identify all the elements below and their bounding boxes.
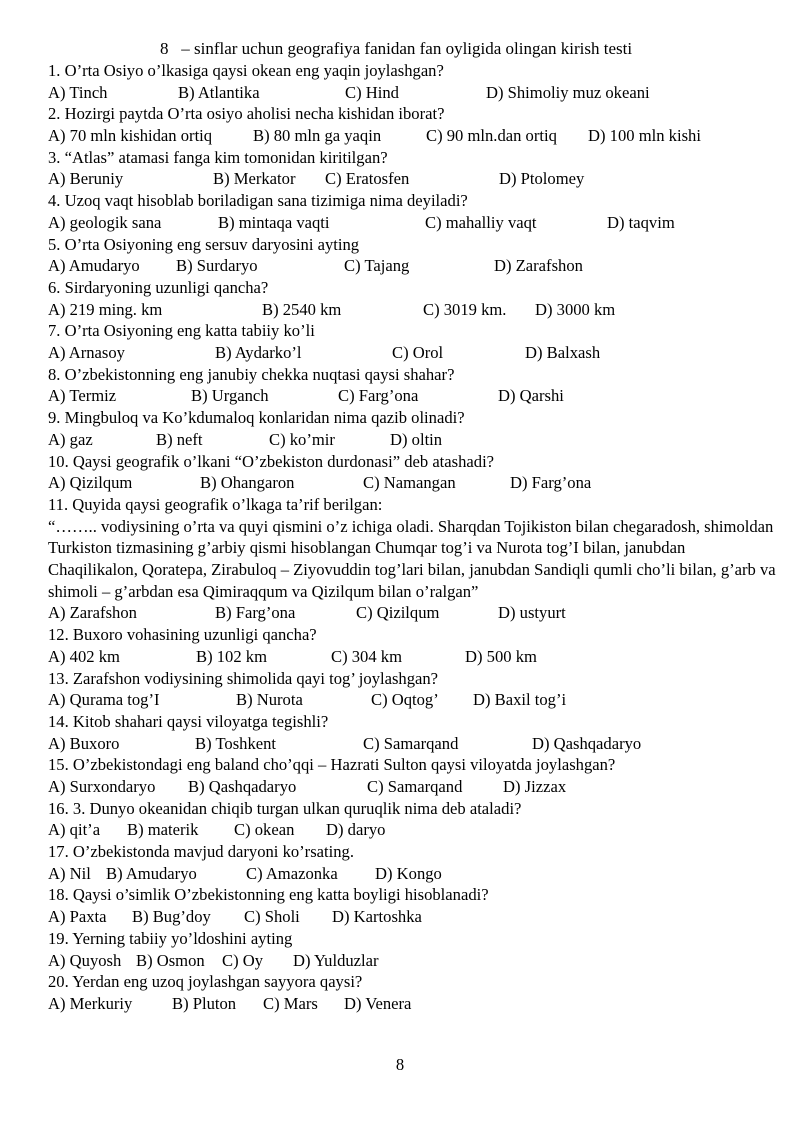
option-b: B) Toshkent <box>195 733 277 753</box>
question-text: 3. “Atlas” atamasi fanga kim tomonidan kiritilgan? <box>48 147 388 167</box>
question-text: 19. Yerning tabiiy yo’ldoshini ayting <box>48 928 293 948</box>
option-a: A) Surxondaryo <box>48 776 156 796</box>
option-a: A) Zarafshon <box>48 603 137 623</box>
option-c: C) Samarqand <box>367 776 463 796</box>
option-a: A) 70 mln kishidan ortiq <box>48 126 213 146</box>
question-text: 11. Quyida qaysi geografik o’lkaga ta’rif berilgan: <box>48 494 383 514</box>
option-c: C) Samarqand <box>363 733 459 753</box>
option-c: C) okean <box>234 820 295 840</box>
options-row <box>48 299 776 321</box>
option-a: A) geologik sana <box>48 212 162 232</box>
options-row <box>48 212 776 234</box>
question-text: 2. Hozirgi paytda O’rta osiyo aholisi necha kishidan iborat? <box>48 104 445 124</box>
option-c: C) Eratosfen <box>325 169 410 189</box>
question-item <box>48 798 776 841</box>
option-d: D) Jizzax <box>503 776 567 796</box>
option-b: B) 102 km <box>196 646 267 666</box>
question-text: 7. O’rta Osiyoning eng katta tabiiy ko’li <box>48 321 315 341</box>
question-item <box>48 190 776 233</box>
question-text: 1. O’rta Osiyo o’lkasiga qaysi okean eng yaqin joylashgan? <box>48 61 444 80</box>
question-text: 6. Sirdaryoning uzunligi qancha? <box>48 277 269 297</box>
question-item <box>48 451 776 494</box>
question-item <box>48 841 776 884</box>
option-a: A) Paxta <box>48 907 107 927</box>
option-d: D) Zarafshon <box>494 256 583 276</box>
option-c: C) Farg’ona <box>338 386 419 406</box>
option-b: B) Aydarko’l <box>215 343 302 363</box>
option-c: C) mahalliy vaqt <box>425 212 537 232</box>
question-item <box>48 234 776 277</box>
option-c: C) Orol <box>392 343 444 363</box>
option-d: D) Kartoshka <box>332 907 422 927</box>
question-item <box>48 60 776 103</box>
option-b: B) 80 mln ga yaqin <box>253 126 382 146</box>
options-row <box>48 472 776 494</box>
option-a: A) gaz <box>48 429 93 449</box>
questions-block-1 <box>48 60 776 494</box>
options-row <box>48 646 776 668</box>
option-b: B) mintaqa vaqti <box>218 212 330 232</box>
option-d: D) Qarshi <box>498 386 564 406</box>
option-a: A) Quyosh <box>48 950 122 970</box>
option-d: D) daryo <box>326 820 386 840</box>
option-b: B) materik <box>127 820 199 840</box>
options-row <box>48 863 776 885</box>
option-c: C) Tajang <box>344 256 410 276</box>
option-c: C) ko’mir <box>269 429 335 449</box>
question-item <box>48 103 776 146</box>
option-d: D) Balxash <box>525 343 601 363</box>
option-a: A) Termiz <box>48 386 117 406</box>
option-c: C) Hind <box>345 82 399 102</box>
option-a: A) Amudaryo <box>48 256 140 276</box>
question-item <box>48 971 776 1014</box>
option-b: B) Urganch <box>191 386 269 406</box>
option-b: B) Atlantika <box>178 82 260 102</box>
option-d: D) Venera <box>344 993 412 1013</box>
option-d: D) Ptolomey <box>499 169 585 189</box>
question-item <box>48 364 776 407</box>
option-b: B) Osmon <box>136 950 205 970</box>
option-b: B) Nurota <box>236 690 303 710</box>
options-row <box>48 82 776 104</box>
option-b: B) neft <box>156 429 203 449</box>
options-row <box>48 733 776 755</box>
test-page <box>48 38 776 1015</box>
question-text: 4. Uzoq vaqt hisoblab boriladigan sana tizimiga nima deyiladi? <box>48 191 468 211</box>
option-d: D) Baxil tog’i <box>473 690 567 710</box>
question-text: 13. Zarafshon vodiysining shimolida qayi tog’ joylashgan? <box>48 668 439 688</box>
option-d: D) oltin <box>390 429 443 449</box>
option-b: B) Merkator <box>213 169 296 189</box>
options-row <box>48 776 776 798</box>
question-item <box>48 754 776 797</box>
option-d: D) Farg’ona <box>510 473 592 493</box>
option-b: B) 2540 km <box>262 299 342 319</box>
question-passage: “…….. vodiysining o’rta va quyi qismini o’z ichiga oladi. Sharqdan Tojikiston bilan chegaradosh, shimoldan Turkiston tizmasining g’arbiy qismi hisoblangan Chumqar tog’i va Nurota tog’I bilan, janubdan Chaqilikalon, Qoratepa, Zirabuloq – Ziyovuddin tog’lari bilan, janubdan Sandiqli qumli cho’li bilan, g’arb va shimoli – g’arbdan esa Qimiraqqum va Qizilqum bilan o’ralgan” <box>48 516 776 601</box>
question-11 <box>48 494 776 624</box>
question-item <box>48 277 776 320</box>
option-b: B) Ohangaron <box>200 473 295 493</box>
question-text: 17. O’zbekistonda mavjud daryoni ko’rsating. <box>48 842 354 862</box>
option-b: B) Pluton <box>172 993 237 1013</box>
option-c: C) Namangan <box>363 473 456 493</box>
question-text: 20. Yerdan eng uzoq joylashgan sayyora qaysi? <box>48 972 363 992</box>
option-c: C) 3019 km. <box>423 299 507 319</box>
question-item <box>48 624 776 667</box>
options-row <box>48 906 776 928</box>
options-row <box>48 819 776 841</box>
option-c: C) 90 mln.dan ortiq <box>426 126 557 146</box>
question-text: 12. Buxoro vohasining uzunligi qancha? <box>48 625 317 645</box>
option-b: B) Farg’ona <box>215 603 296 623</box>
option-c: C) Oy <box>222 950 264 970</box>
questions-block-2 <box>48 624 776 1015</box>
option-b: B) Amudaryo <box>106 863 197 883</box>
question-text: 10. Qaysi geografik o’lkani “O’zbekiston durdonasi” deb atashadi? <box>48 451 495 471</box>
options-row <box>48 385 776 407</box>
options-row <box>48 602 776 624</box>
options-row <box>48 950 776 972</box>
options-row <box>48 993 776 1015</box>
question-text: 9. Mingbuloq va Ko’kdumaloq konlaridan nima qazib olinadi? <box>48 408 465 428</box>
page-title: 8 – sinflar uchun geografiya fanidan fan oyligida olingan kirish testi <box>160 39 633 58</box>
option-c: C) Qizilqum <box>356 603 440 623</box>
option-a: A) 402 km <box>48 646 120 666</box>
option-a: A) Beruniy <box>48 169 124 189</box>
question-text: 18. Qaysi o’simlik O’zbekistonning eng katta boyligi hisoblanadi? <box>48 885 489 905</box>
options-row <box>48 125 776 147</box>
option-d: D) ustyurt <box>498 603 566 623</box>
question-text: 14. Kitob shahari qaysi viloyatga tegishli? <box>48 711 329 731</box>
option-b: B) Qashqadaryo <box>188 776 297 796</box>
question-item <box>48 884 776 927</box>
option-a: A) Qizilqum <box>48 473 133 493</box>
question-item <box>48 711 776 754</box>
options-row <box>48 689 776 711</box>
option-d: D) taqvim <box>607 212 675 232</box>
options-row <box>48 429 776 451</box>
option-d: D) Shimoliy muz okeani <box>486 82 650 102</box>
option-c: C) Mars <box>263 993 318 1013</box>
option-a: A) qit’a <box>48 820 101 840</box>
option-d: D) Qashqadaryo <box>532 733 642 753</box>
question-item <box>48 668 776 711</box>
option-d: D) 100 mln kishi <box>588 126 701 146</box>
question-item <box>48 928 776 971</box>
option-d: D) Yulduzlar <box>293 950 379 970</box>
question-text: 5. O’rta Osiyoning eng sersuv daryosini ayting <box>48 234 360 254</box>
option-c: C) Oqtog’ <box>371 690 439 710</box>
question-item <box>48 407 776 450</box>
option-d: D) Kongo <box>375 863 442 883</box>
options-row <box>48 168 776 190</box>
question-item <box>48 147 776 190</box>
options-row <box>48 342 776 364</box>
options-row <box>48 255 776 277</box>
question-text: 16. 3. Dunyo okeanidan chiqib turgan ulkan quruqlik nima deb ataladi? <box>48 798 522 818</box>
option-a: A) Merkuriy <box>48 993 133 1013</box>
option-a: A) Arnasoy <box>48 343 125 363</box>
option-c: C) Amazonka <box>246 863 338 883</box>
page-number: 8 <box>395 1055 405 1074</box>
option-a: A) Tinch <box>48 82 108 102</box>
option-a: A) Buxoro <box>48 733 120 753</box>
option-c: C) 304 km <box>331 646 402 666</box>
option-b: B) Bug’doy <box>132 907 211 927</box>
question-text: 8. O’zbekistonning eng janubiy chekka nuqtasi qaysi shahar? <box>48 364 455 384</box>
option-a: A) Nil <box>48 863 91 883</box>
option-c: C) Sholi <box>244 907 300 927</box>
option-d: D) 3000 km <box>535 299 616 319</box>
question-text: 15. O’zbekistondagi eng baland cho’qqi – Hazrati Sulton qaysi viloyatda joylashgan? <box>48 755 616 775</box>
question-item <box>48 320 776 363</box>
option-b: B) Surdaryo <box>176 256 258 276</box>
option-d: D) 500 km <box>465 646 537 666</box>
option-a: A) Qurama tog’I <box>48 690 160 710</box>
option-a: A) 219 ming. km <box>48 299 163 319</box>
